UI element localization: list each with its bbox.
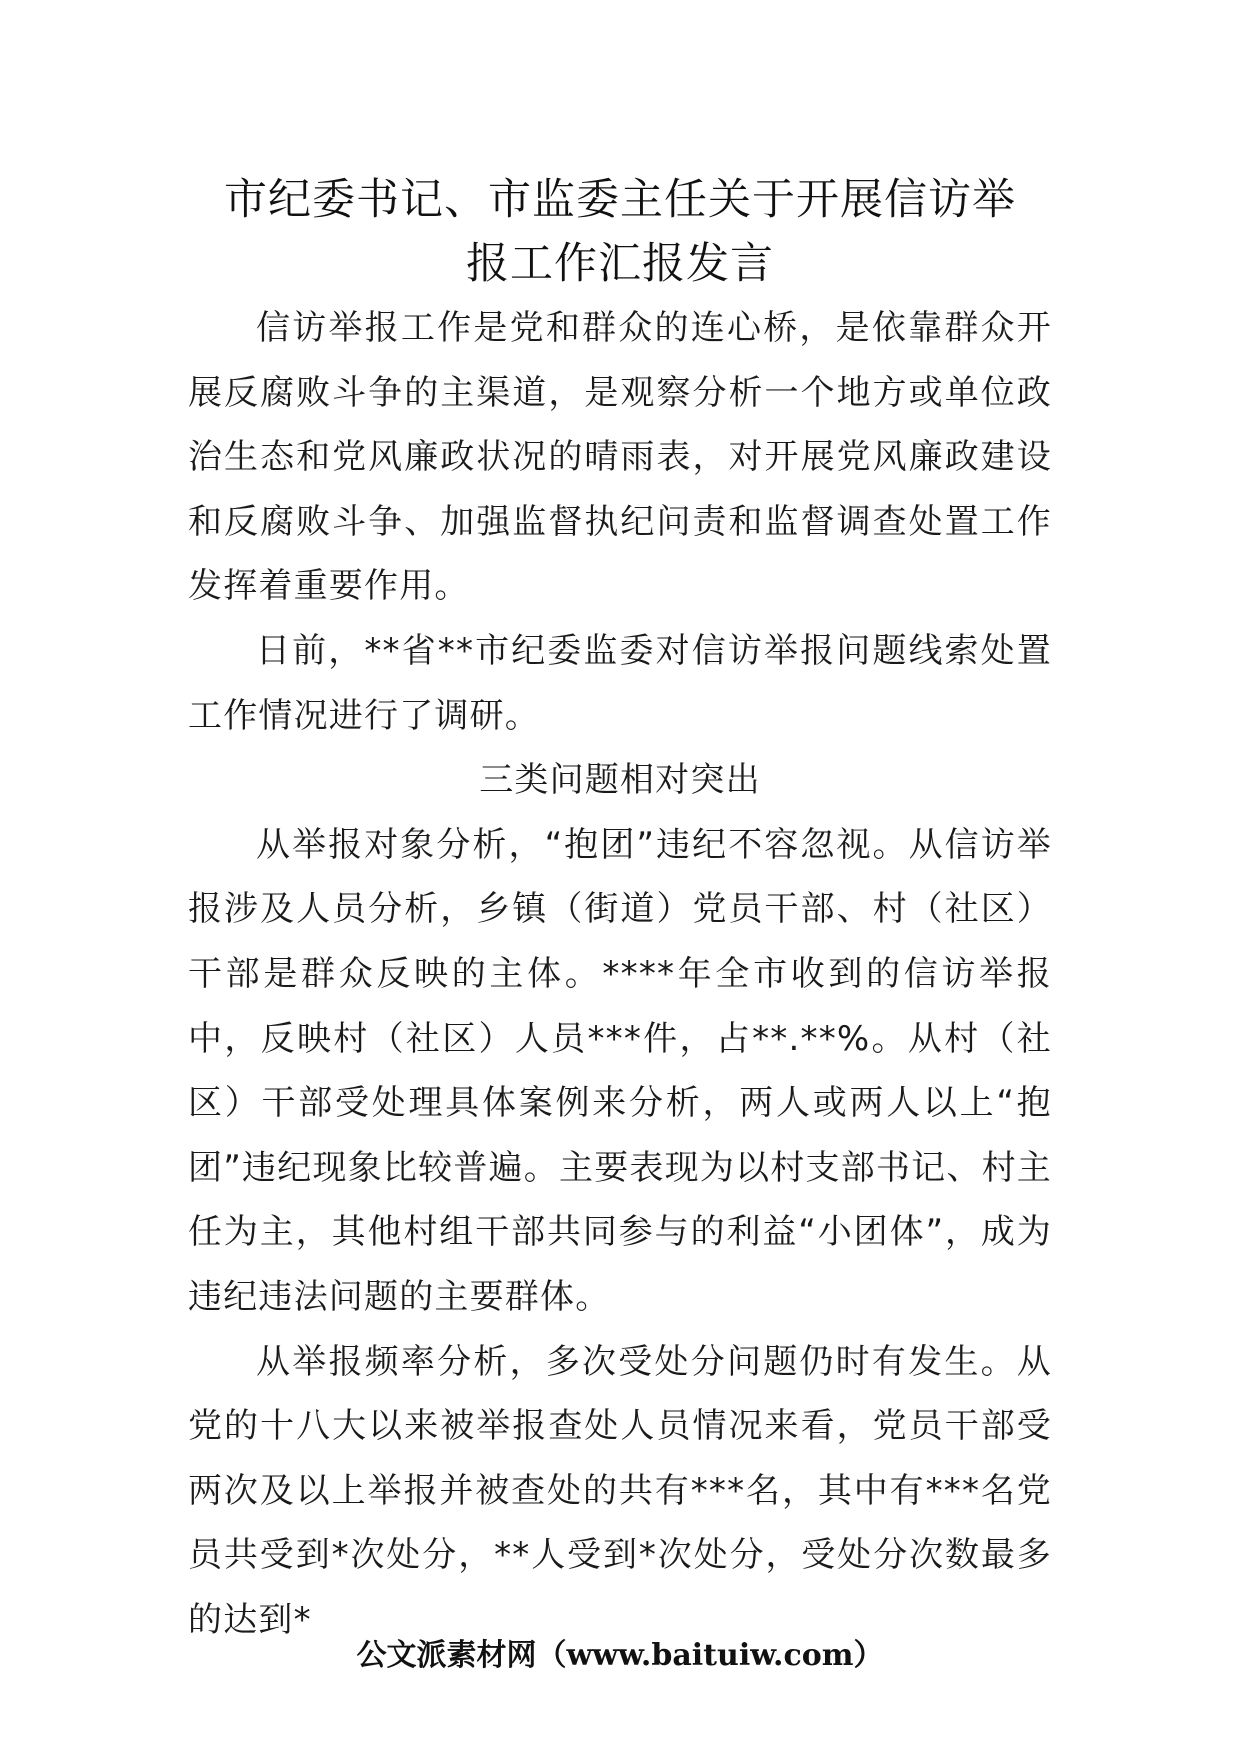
document-title — [188, 168, 1052, 296]
paragraph-report-target: 从举报对象分析，“抱团”违纪不容忽视。从信访举报涉及人员分析，乡镇（街道）党员干部、村（社区）干部是群众反映的主体。****年全市收到的信访举报中，反映村（社区）人员***件，占**.**%。从村（社区）干部受处理具体案例来分析，两人或两人以上“抱团”违纪现象比较普遍。主要表现为以村支部书记、村主任为主，其他村组干部共同参与的利益“小团体”，成为违纪违法问题的主要群体。 — [188, 824, 1052, 1317]
footer-watermark: 公文派素材网（www.baituiw.com） — [356, 1638, 884, 1673]
title-line-1: 市纪委书记、市监委主任关于开展信访举 — [224, 175, 1016, 225]
document-body — [188, 296, 1052, 1652]
paragraph-intro: 信访举报工作是党和群众的连心桥，是依靠群众开展反腐败斗争的主渠道，是观察分析一个地方或单位政治生态和党风廉政状况的晴雨表，对开展党风廉政建设和反腐败斗争、加强监督执纪问责和监督调查处置工作发挥着重要作用。 — [188, 308, 1052, 607]
paragraph-report-frequency: 从举报频率分析，多次受处分问题仍时有发生。从党的十八大以来被举报查处人员情况来看，党员干部受两次及以上举报并被查处的共有***名，其中有***名党员共受到*次处分，**人受到*次处分，受处分次数最多的达到* — [188, 1341, 1052, 1640]
section-subheading: 三类问题相对突出 — [479, 760, 761, 801]
title-line-2: 报工作汇报发言 — [466, 239, 774, 289]
paragraph-research: 日前，**省**市纪委监委对信访举报问题线索处置工作情况进行了调研。 — [188, 630, 1052, 736]
